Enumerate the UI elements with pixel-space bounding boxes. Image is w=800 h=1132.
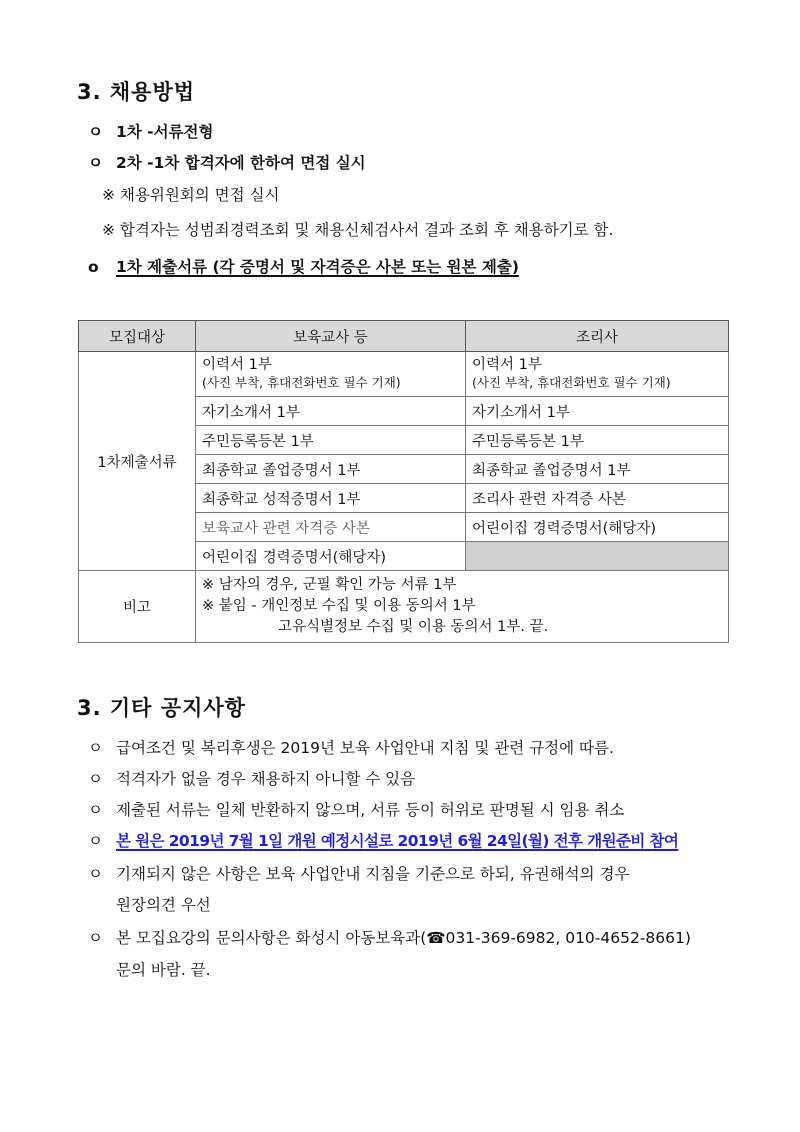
- table-cell: 어린이집 경력증명서(해당자): [466, 513, 729, 542]
- notice-text: 본 모집요강의 문의사항은 화성시 아동보육과(☎031-369-6982, 010-4652-8661): [116, 929, 691, 947]
- notice-text-highlight: 본 원은 2019년 7월 1일 개원 예정시설로 2019년 6월 24일(월) 전후 개원준비 참여: [116, 832, 679, 850]
- notice-item: [88, 767, 415, 789]
- circle-bullet-icon: ㅇ: [88, 832, 103, 850]
- remark-cell: [196, 571, 729, 643]
- stage-2-item: [88, 151, 366, 173]
- section-title-hiring-method: 3. 채용방법: [77, 80, 196, 104]
- notice-text: 기재되지 않은 사항은 보육 사업안내 지침을 기준으로 하되, 유권해석의 경우: [116, 865, 630, 883]
- header-teacher: 보육교사 등: [196, 321, 466, 352]
- remark-line: ※ 붙임 - 개인정보 수집 및 이용 동의서 1부: [202, 598, 476, 614]
- required-documents-table: [78, 320, 729, 643]
- cell-main: 이력서 1부: [472, 357, 542, 373]
- stage-1-item: [88, 120, 213, 142]
- circle-bullet-icon: ㅇ: [88, 801, 103, 819]
- notice-item: [88, 736, 614, 758]
- circle-bullet-icon: ㅇ: [88, 154, 103, 172]
- stage-1-text: 1차 -서류전형: [116, 123, 214, 141]
- table-cell: 보육교사 관련 자격증 사본: [196, 513, 466, 542]
- table-row: [79, 352, 729, 397]
- remark-line: ※ 남자의 경우, 군필 확인 가능 서류 1부: [202, 577, 457, 593]
- cell-sub: (사진 부착, 휴대전화번호 필수 기재): [202, 375, 401, 390]
- notice-item: [88, 926, 691, 948]
- remark-label-cell: [79, 571, 196, 643]
- header-recruit-target: 모집대상: [79, 321, 196, 352]
- remark-row: [79, 571, 729, 643]
- note-interview: ※ 채용위원회의 면접 실시: [102, 186, 280, 204]
- category-cell: 1차제출서류: [79, 352, 196, 571]
- notice-item-highlight: [88, 829, 678, 851]
- table-cell: 주민등록등본 1부: [196, 426, 466, 455]
- table-cell: 조리사 관련 자격증 사본: [466, 484, 729, 513]
- table-cell: 자기소개서 1부: [196, 397, 466, 426]
- table-cell: 어린이집 경력증명서(해당자): [196, 542, 466, 571]
- notice-text: 제출된 서류는 일체 반환하지 않으며, 서류 등이 허위로 판명될 시 임용 취소: [116, 801, 625, 819]
- table-cell: 주민등록등본 1부: [466, 426, 729, 455]
- circle-bullet-icon: ㅇ: [88, 770, 103, 788]
- table-cell: 최종학교 졸업증명서 1부: [196, 455, 466, 484]
- cell-sub: (사진 부착, 휴대전화번호 필수 기재): [472, 375, 671, 390]
- table-cell: 최종학교 졸업증명서 1부: [466, 455, 729, 484]
- notice-continuation: 원장의견 우선: [116, 896, 211, 914]
- circle-bullet-icon: o: [88, 258, 99, 276]
- remark-line: 고유식별정보 수집 및 이용 동의서 1부. 끝.: [278, 619, 549, 635]
- circle-bullet-icon: ㅇ: [88, 929, 103, 947]
- docs-heading-text: 1차 제출서류 (각 증명서 및 자격증은 사본 또는 원본 제출): [116, 258, 519, 276]
- notice-text: 급여조건 및 복리후생은 2019년 보육 사업안내 지침 및 관련 규정에 따름.: [116, 739, 614, 757]
- table-cell: 최종학교 성적증명서 1부: [196, 484, 466, 513]
- circle-bullet-icon: ㅇ: [88, 123, 103, 141]
- notice-text: 적격자가 없을 경우 채용하지 아니할 수 있음: [116, 770, 416, 788]
- empty-shaded-cell: [466, 542, 729, 571]
- table-cell: 자기소개서 1부: [466, 397, 729, 426]
- stage-2-text: 2차 -1차 합격자에 한하여 면접 실시: [116, 154, 366, 172]
- note-background-check: ※ 합격자는 성범죄경력조회 및 채용신체검사서 결과 조회 후 채용하기로 함.: [102, 221, 614, 239]
- docs-heading: [88, 255, 519, 277]
- notice-item: [88, 862, 629, 884]
- table-header-row: [79, 321, 729, 352]
- circle-bullet-icon: ㅇ: [88, 865, 103, 883]
- circle-bullet-icon: ㅇ: [88, 739, 103, 757]
- remark-label: 비고: [122, 600, 151, 616]
- header-cook: 조리사: [466, 321, 729, 352]
- table-cell: [466, 352, 729, 397]
- section-title-other-notices: 3. 기타 공지사항: [77, 696, 246, 720]
- cell-main: 이력서 1부: [202, 357, 272, 373]
- table-cell: [196, 352, 466, 397]
- notice-item: [88, 798, 624, 820]
- notice-continuation: 문의 바람. 끝.: [116, 961, 211, 979]
